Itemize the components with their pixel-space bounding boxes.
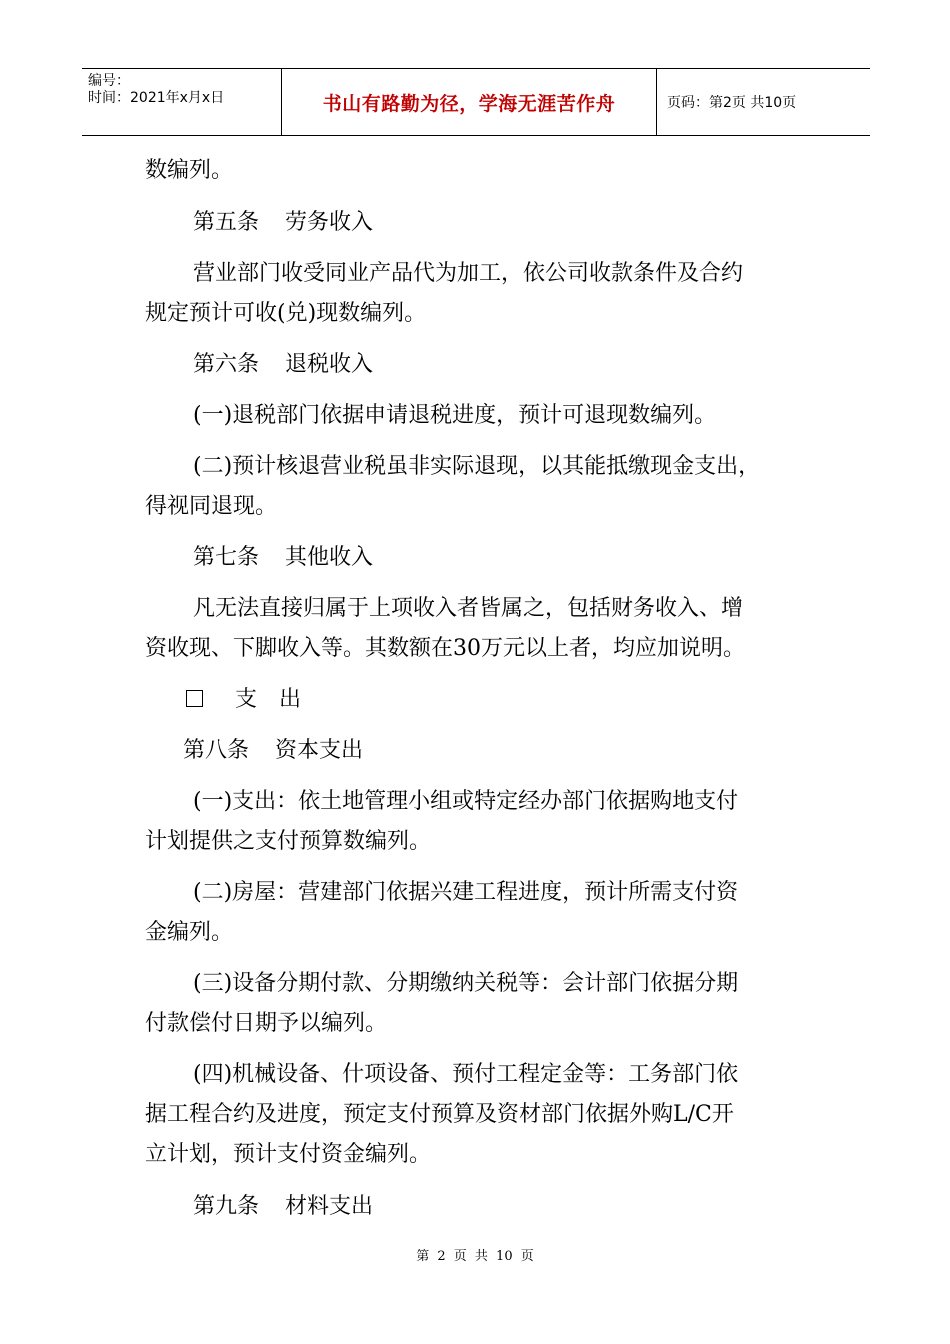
- paragraph-line: 资收现、下脚收入等。其数额在30万元以上者，均应加说明。: [145, 636, 745, 661]
- paragraph-line: (一)退税部门依据申请退税进度，预计可退现数编列。: [193, 403, 717, 428]
- article-9-heading: [193, 1192, 373, 1222]
- article-title: 资本支出: [275, 738, 364, 763]
- article-title: 退税收入: [285, 352, 374, 377]
- paragraph-line: 立计划，预计支付资金编列。: [145, 1142, 432, 1167]
- article-number: 第八条: [183, 738, 250, 763]
- article-7-heading: [193, 543, 373, 573]
- time-label: 时间：2021年x月x日: [88, 90, 225, 106]
- checkbox-square-icon: [186, 690, 203, 707]
- article-8-heading: [183, 736, 363, 766]
- paragraph-line: 据工程合约及进度，预定支付预算及资材部门依据外购L/C开: [145, 1102, 734, 1127]
- article-number: 第九条: [193, 1194, 260, 1219]
- header-page-info: 页码：第2页 共10页: [667, 95, 797, 111]
- header-motto: 书山有路勤为径，学海无涯苦作舟: [322, 92, 616, 115]
- paragraph-line: 数编列。: [145, 158, 234, 183]
- paragraph-line: (一)支出：依土地管理小组或特定经办部门依据购地支付: [193, 789, 739, 814]
- page-footer: 第 2 页 共 10 页: [416, 1249, 534, 1264]
- number-label: 编号：: [88, 73, 130, 89]
- article-number: 第五条: [193, 210, 260, 235]
- article-number: 第七条: [193, 545, 260, 570]
- paragraph-line: 得视同退现。: [145, 494, 278, 519]
- paragraph-line: (三)设备分期付款、分期缴纳关税等：会计部门依据分期: [193, 971, 739, 996]
- paragraph-line: (四)机械设备、什项设备、预付工程定金等：工务部门依: [193, 1062, 739, 1087]
- article-title: 其他收入: [285, 545, 374, 570]
- article-number: 第六条: [193, 352, 260, 377]
- article-5-heading: [193, 208, 373, 238]
- article-title: 材料支出: [285, 1194, 374, 1219]
- paragraph-line: 营业部门收受同业产品代为加工，依公司收款条件及合约: [193, 261, 744, 286]
- paragraph-line: 凡无法直接归属于上项收入者皆属之，包括财务收入、增: [193, 596, 744, 621]
- article-title: 劳务收入: [285, 210, 374, 235]
- section-title: 支 出: [235, 687, 302, 712]
- header-meta: [82, 69, 282, 135]
- article-6-heading: [193, 350, 373, 380]
- header-motto-cell: [282, 69, 657, 135]
- paragraph-line: (二)房屋：营建部门依据兴建工程进度，预计所需支付资: [193, 880, 739, 905]
- paragraph-line: 金编列。: [145, 920, 234, 945]
- paragraph-line: (二)预计核退营业税虽非实际退现，以其能抵缴现金支出，: [193, 454, 761, 479]
- paragraph-line: 计划提供之支付预算数编列。: [145, 829, 432, 854]
- section-heading: [186, 685, 301, 715]
- paragraph-line: 规定预计可收(兑)现数编列。: [145, 301, 427, 326]
- page-header: [82, 68, 870, 136]
- paragraph-line: 付款偿付日期予以编列。: [145, 1011, 388, 1036]
